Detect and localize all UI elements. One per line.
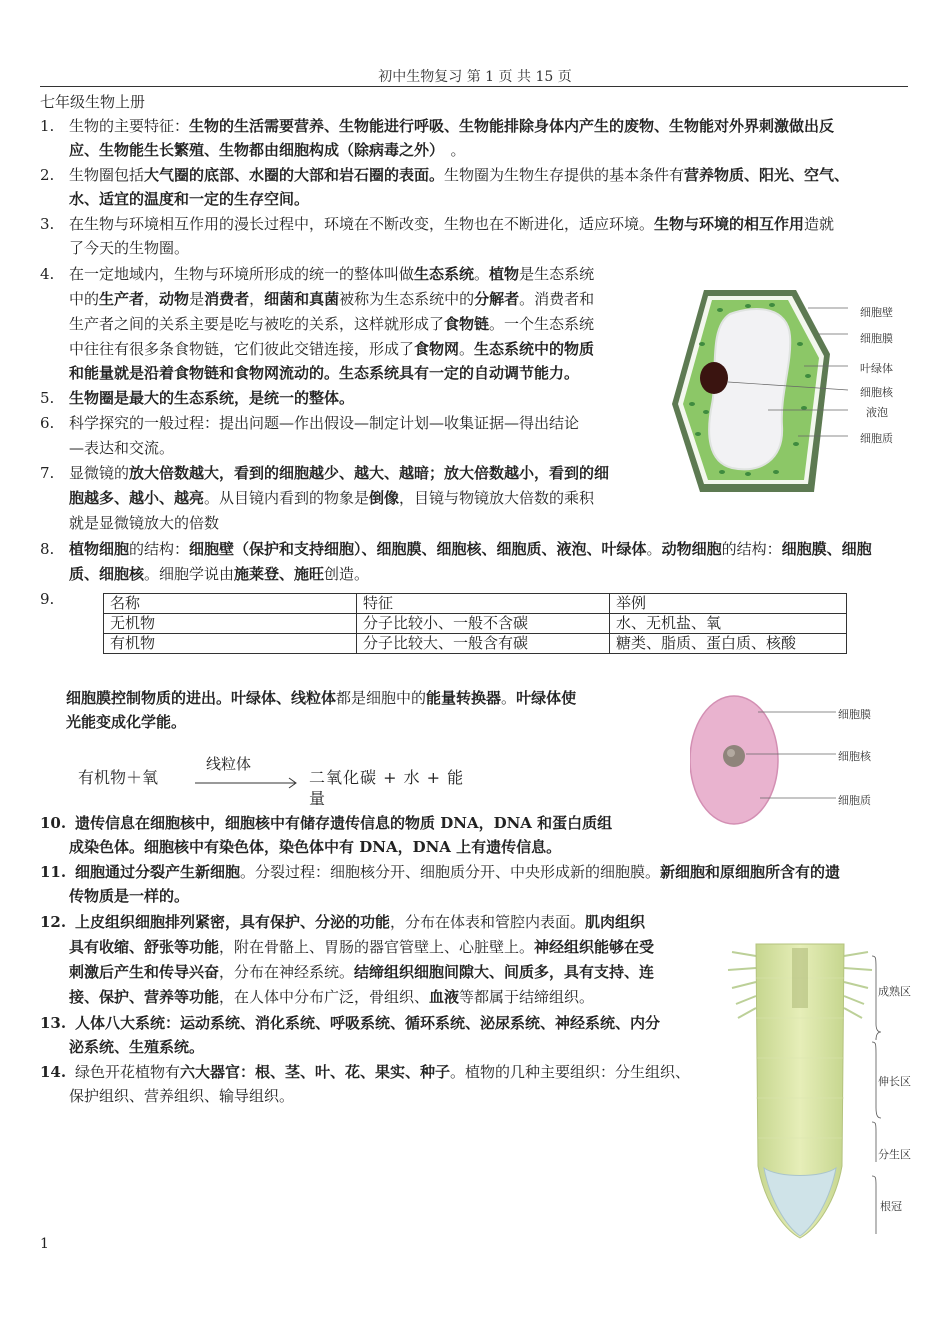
animal-cell-label: 细胞膜 [838,708,871,721]
plant-cell-label: 细胞核 [860,386,893,399]
item-number: 7. [40,464,55,482]
item-number: 14. [40,1063,67,1081]
equation-condition: 线粒体 [206,755,252,773]
item-number: 5. [40,389,55,407]
item-6-line-1: 科学探究的一般过程：提出问题—作出假设—制定计划—收集证据—得出结论 [69,414,580,432]
item-14-line-1: 绿色开花植物有六大器官：根、茎、叶、花、果实、种子。植物的几种主要组织：分生组织、 [75,1063,691,1081]
item-1-line-1: 生物的主要特征：生物的生活需要营养、生物能进行呼吸、生物能排除身体内产生的废物、生物能对外界刺激做出反 [69,117,835,135]
item-4-line-4: 中往往有很多条食物链，它们彼此交错连接，形成了食物网。生态系统中的物质 [69,340,595,358]
table-cell: 水、无机盐、氧 [610,614,847,634]
item-4-line-5: 和能量就是沿着食物链和食物网流动的。生态系统具有一定的自动调节能力。 [69,364,580,382]
item-number: 11. [40,863,67,881]
page-header: 初中生物复习 第 1 页 共 15 页 [378,69,572,85]
table-cell: 分子比较大、一般含有碳 [357,634,610,654]
item-4-line-1: 在一定地域内，生物与环境所形成的统一的整体叫做生态系统。植物是生态系统 [69,265,595,283]
item-14-line-2: 保护组织、营养组织、输导组织。 [69,1087,295,1105]
table-header-cell: 举例 [610,594,847,614]
table-cell: 分子比较小、一般不含碳 [357,614,610,634]
root-tip-label: 根冠 [880,1200,902,1213]
item-1-line-2: 应、生物能生长繁殖、生物都由细胞构成（除病毒之外） 。 [69,141,466,159]
table-row [104,634,847,654]
item-13-line-2: 泌系统、生殖系统。 [69,1038,205,1056]
table-header-cell: 特征 [357,594,610,614]
item-number: 8. [40,540,55,558]
item-11-line-1: 细胞通过分裂产生新细胞。分裂过程：细胞核分开、细胞质分开、中央形成新的细胞膜。新细胞和原细胞所含有的遗 [75,863,841,881]
item-3-line-2: 了今天的生物圈。 [69,239,190,257]
root-tip-label: 伸长区 [878,1075,911,1088]
item-10-line-1: 遗传信息在细胞核中，细胞核中有储存遗传信息的物质 DNA，DNA 和蛋白质组 [75,814,613,832]
animal-cell-label: 细胞核 [838,750,871,763]
item-9-paragraph-line-2: 光能变成化学能。 [66,713,187,731]
organic-inorganic-table [103,593,847,654]
item-12-line-2: 具有收缩、舒张等功能，附在骨骼上、胃肠的器官管壁上、心脏壁上。神经组织能够在受 [69,938,655,956]
item-11-line-2: 传物质是一样的。 [69,887,190,905]
item-2-line-1: 生物圈包括大气圈的底部、水圈的大部和岩石圈的表面。生物圈为生物生存提供的基本条件有营养物质、阳光、空气、 [69,166,850,184]
page-number: 1 [40,1236,49,1252]
root-tip-label: 成熟区 [878,985,911,998]
section-title: 七年级生物上册 [40,93,146,111]
item-number: 2. [40,166,55,184]
item-3-line-1: 在生物与环境相互作用的漫长过程中，环境在不断改变，生物也在不断进化，适应环境。生物与环境的相互作用造就 [69,215,835,233]
item-7-line-2: 胞越多、越小、越亮。从目镜内看到的物象是倒像，目镜与物镜放大倍数的乘积 [69,489,595,507]
equation-left: 有机物＋氧 [78,768,159,787]
animal-cell-label: 细胞质 [838,794,871,807]
item-2-line-2: 水、适宜的温度和一定的生存空间。 [69,190,310,208]
item-number: 6. [40,414,55,432]
equation-arrow [195,776,305,790]
table-cell: 糖类、脂质、蛋白质、核酸 [610,634,847,654]
item-number: 3. [40,215,55,233]
item-number: 13. [40,1014,67,1032]
item-4-line-2: 中的生产者，动物是消费者，细菌和真菌被称为生态系统中的分解者。消费者和 [69,290,595,308]
item-number: 10. [40,814,67,832]
item-number: 1. [40,117,55,135]
root-tip-label: 分生区 [878,1148,911,1161]
item-7-line-1: 显微镜的放大倍数越大，看到的细胞越少、越大、越暗；放大倍数越小，看到的细 [69,464,610,482]
plant-cell-label: 细胞壁 [860,306,893,319]
item-13-line-1: 人体八大系统：运动系统、消化系统、呼吸系统、循环系统、泌尿系统、神经系统、内分 [75,1014,661,1032]
plant-cell-label: 液泡 [866,406,888,419]
item-7-line-3: 就是显微镜放大的倍数 [69,514,220,532]
item-9-paragraph-line-1: 细胞膜控制物质的进出。叶绿体、线粒体都是细胞中的能量转换器。叶绿体使 [66,689,577,707]
table-header-row [104,594,847,614]
header-rule [40,86,908,87]
table-cell: 无机物 [104,614,357,634]
item-12-line-4: 接、保护、营养等功能，在人体中分布广泛，骨组织、血液等都属于结缔组织。 [69,988,595,1006]
equation-right: 二氧化碳 + 水 + 能 [309,768,465,787]
item-12-line-3: 刺激后产生和传导兴奋，分布在神经系统。结缔组织细胞间隙大、间质多，具有支持、连 [69,963,655,981]
item-6-line-2: —表达和交流。 [69,439,175,457]
table-header-cell: 名称 [104,594,357,614]
equation-right-continued: 量 [309,789,326,808]
item-5-line-1: 生物圈是最大的生态系统，是统一的整体。 [69,389,355,407]
item-number: 12. [40,913,67,931]
item-8-line-2: 质、细胞核。细胞学说由施莱登、施旺创造。 [69,565,370,583]
item-number: 4. [40,265,55,283]
plant-cell-label: 细胞膜 [860,332,893,345]
animal-cell-illustration [690,694,840,830]
plant-cell-label: 叶绿体 [860,362,893,375]
plant-cell-illustration [668,284,848,500]
table-cell: 有机物 [104,634,357,654]
item-10-line-2: 成染色体。细胞核中有染色体，染色体中有 DNA，DNA 上有遗传信息。 [69,838,562,856]
table-row [104,614,847,634]
item-12-line-1: 上皮组织细胞排列紧密，具有保护、分泌的功能，分布在体表和管腔内表面。肌肉组织 [75,913,646,931]
item-8-line-1: 植物细胞的结构：细胞壁（保护和支持细胞）、细胞膜、细胞核、细胞质、液泡、叶绿体。动物细胞的结构：细胞膜、细胞 [69,540,872,558]
item-4-line-3: 生产者之间的关系主要是吃与被吃的关系，这样就形成了食物链。一个生态系统 [69,315,595,333]
plant-cell-label: 细胞质 [860,432,893,445]
item-number: 9. [40,590,55,608]
